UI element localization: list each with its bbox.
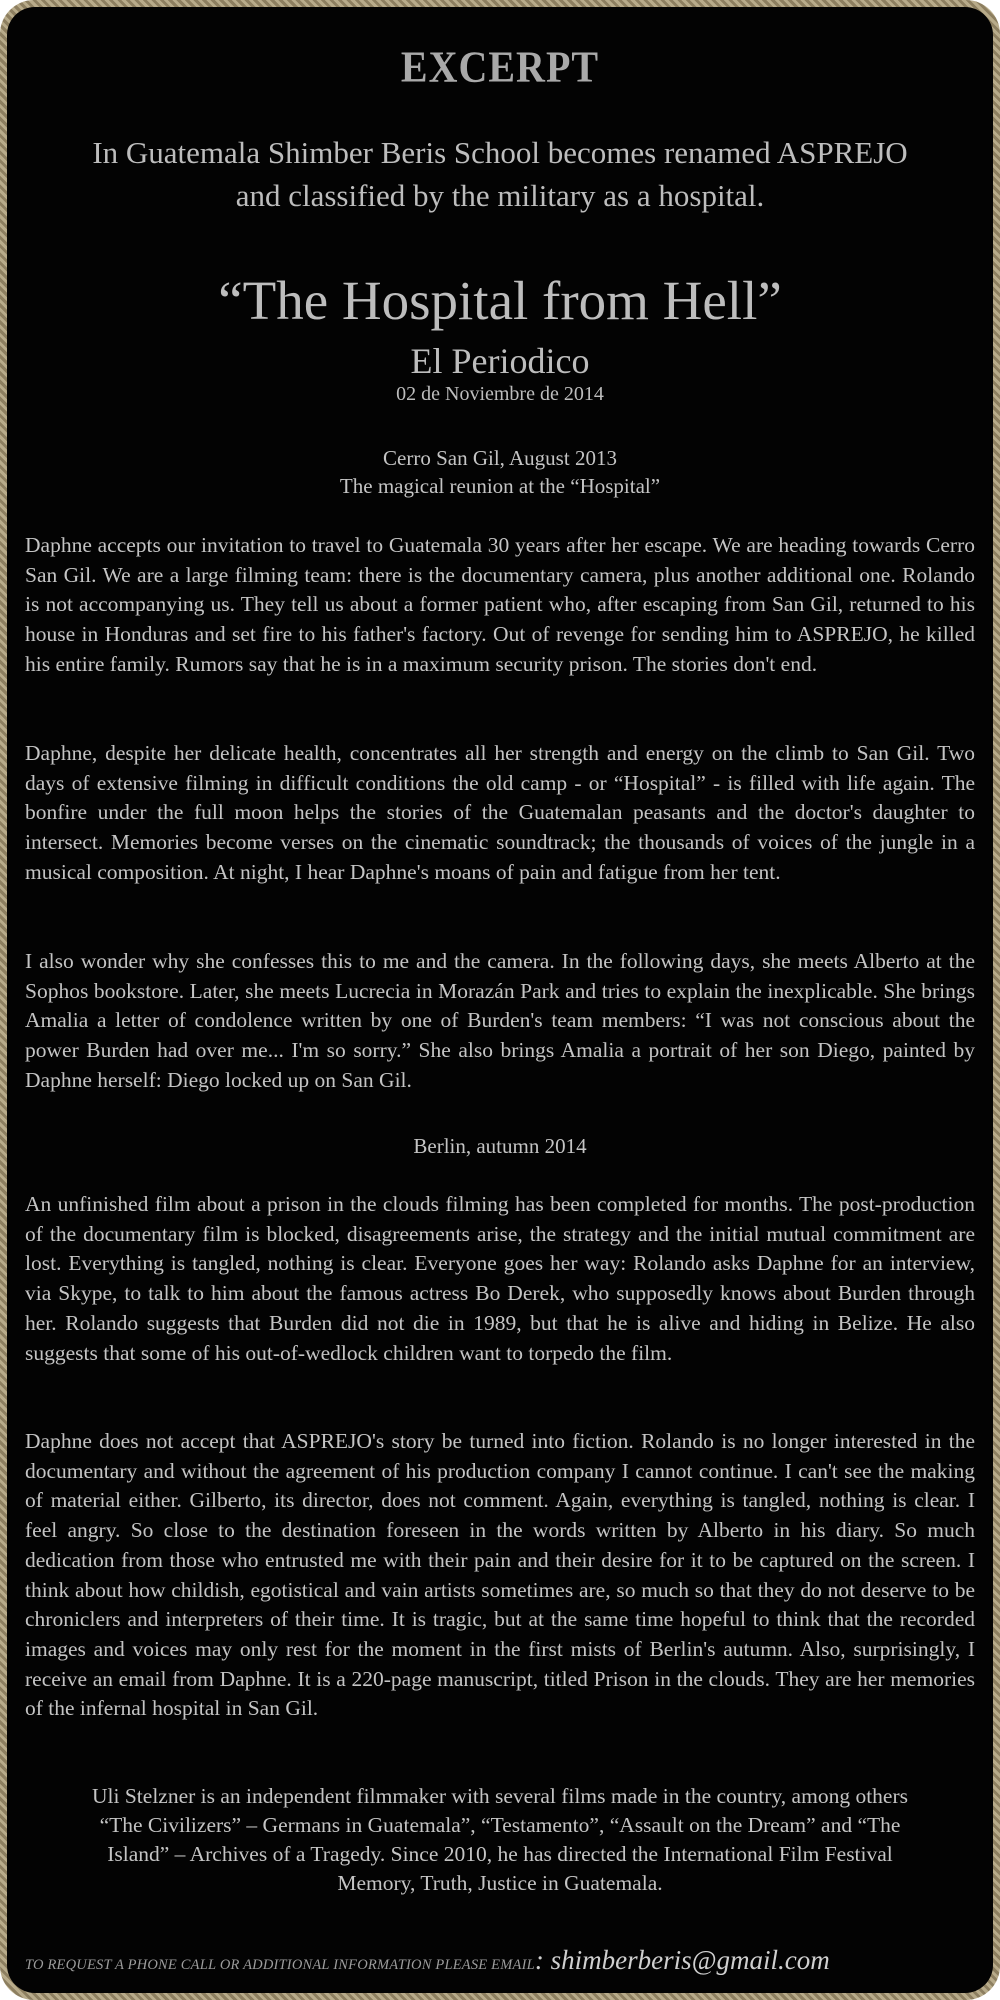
bio-line-1: Uli Stelzner is an independent filmmaker with several films made in the country, among others [92,1784,908,1808]
contact-email-link[interactable]: shimberberis@gmail.com [550,1945,830,1975]
bio-line-2: “The Civilizers” – Germans in Guatemala”, “Testamento”, “Assault on the Dream” and “The [99,1813,901,1837]
author-bio [25,1782,975,1898]
section-place-berlin: Berlin, autumn 2014 [413,1134,587,1158]
bio-line-3: Island” – Archives of a Tragedy. Since 2010, he has directed the International Film Festival [107,1842,893,1866]
section-place-cerro-san-gil: Cerro San Gil, August 2013 [383,446,617,470]
article-headline: “The Hospital from Hell” [218,270,782,331]
article-date: 02 de Noviembre de 2014 [396,383,604,405]
intro-text [27,131,973,217]
contact-footer [25,1945,975,1976]
intro-line-2: and classified by the military as a hospital. [235,178,765,213]
contact-note: TO REQUEST A PHONE CALL OR ADDITIONAL INFORMATION PLEASE EMAIL [25,1957,535,1973]
paragraph-5: Daphne does not accept that ASPREJO's story be turned into fiction. Rolando is no longer interested in the documentary and without the agreement of his production company I cannot continue. I can't see the making of material either. Gilberto, its director, does not comment. Again, everything is tangled, nothing is clear. I feel angry. So close to the destination foreseen in the words written by Alberto in his diary. So much dedication from those who entrusted me with their pain and their desire for it to be captured on the screen. I think about how childish, egotistical and vain artists sometimes are, so much so that they do not deserve to be chroniclers and interpreters of their time. It is tragic, but at the same time hopeful to think that the recorded images and voices may only rest for the moment in the first mists of Berlin's autumn. Also, surprisingly, I receive an email from Daphne. It is a 220-page manuscript, titled Prison in the clouds. They are her memories of the infernal hospital in San Gil. [25,1429,975,1721]
paragraph-3: I also wonder why she confesses this to me and the camera. In the following days, she meets Alberto at the Sophos bookstore. Later, she meets Lucrecia in Morazán Park and tries to explain the inexplicable. She brings Amalia a letter of condolence written by one of Burden's team members: “I was not conscious about the power Burden had over me... I'm so sorry.” She also brings Amalia a portrait of her son Diego, painted by Daphne herself: Diego locked up on San Gil. [25,949,975,1092]
paragraph-2: Daphne, despite her delicate health, concentrates all her strength and energy on the climb to San Gil. Two days of extensive filming in difficult conditions the old camp - or “Hospital” - is filled with life again. The bonfire under the full moon helps the stories of the Guatemalan peasants and the doctor's daughter to intersect. Memories become verses on the cinematic soundtrack; the thousands of voices of the jungle in a musical composition. At night, I hear Daphne's moans of pain and fatigue from her tent. [25,741,975,884]
excerpt-label: EXCERPT [400,41,600,92]
document-panel [7,7,993,1993]
section-subtitle-reunion: The magical reunion at the “Hospital” [339,474,661,498]
bio-line-4: Memory, Truth, Justice in Guatemala. [337,1871,663,1895]
contact-separator: : [534,1945,551,1975]
article-source: El Periodico [410,341,590,381]
paragraph-1: Daphne accepts our invitation to travel to Guatemala 30 years after her escape. We are heading towards Cerro San Gil. We are a large filming team: there is the documentary camera, plus another additional one. Rolando is not accompanying us. They tell us about a former patient who, after escaping from San Gil, returned to his house in Honduras and set fire to his father's factory. Out of revenge for sending him to ASPREJO, he killed his entire family. Rumors say that he is in a maximum security prison. The stories don't end. [25,533,975,676]
intro-line-1: In Guatemala Shimber Beris School becomes renamed ASPREJO [92,135,908,170]
paragraph-4: An unfinished film about a prison in the clouds filming has been completed for months. The post-production of the documentary film is blocked, disagreements arise, the strategy and the initial mutual commitment are lost. Everything is tangled, nothing is clear. Everyone goes her way: Rolando asks Daphne for an interview, via Skype, to talk to him about the famous actress Bo Derek, who supposedly knows about Burden through her. Rolando suggests that Burden did not die in 1989, but that he is alive and hiding in Belize. He also suggests that some of his out-of-wedlock children want to torpedo the film. [25,1192,975,1365]
